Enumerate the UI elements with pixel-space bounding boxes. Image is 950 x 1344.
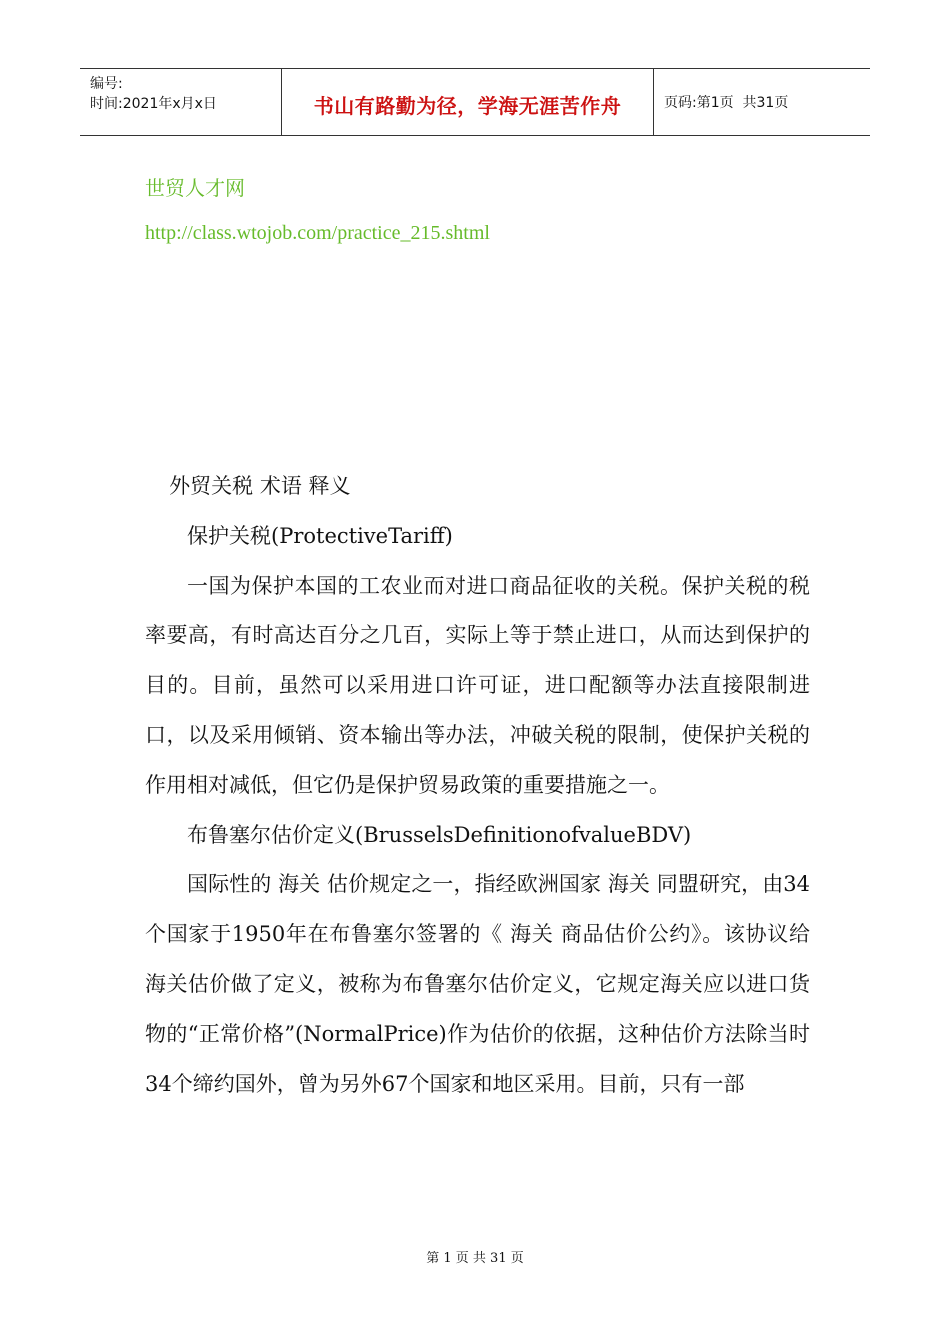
term-body-protective-tariff: 一国为保护本国的工农业而对进口商品征收的关税。保护关税的税率要高，有时高达百分之几百，实际上等于禁止进口，从而达到保护的目的。目前，虽然可以采用进口许可证，进口配额等办法直接限制进口，以及采用倾销、资本输出等办法，冲破关税的限制，使保护关税的作用相对减低，但它仍是保护贸易政策的重要措施之一。 [145, 573, 810, 797]
header-page-cell [654, 69, 870, 135]
term-body-brussels-definition: 国际性的 海关 估价规定之一，指经欧洲国家 海关 同盟研究，由34个国家于1950年在布鲁塞尔签署的《 海关 商品估价公约》。该协议给海关估价做了定义，被称为布鲁塞尔估价定义，它规定海关应以进口货物的“正常价格”(NormalPrice)作为估价的依据，这种估价方法除当时34个缔约国外，曾为另外67个国家和地区采用。目前，只有一部 [145, 872, 810, 1096]
document-number-label: 编号: [90, 76, 123, 92]
document-time-label: 时间:2021年x月x日 [90, 96, 217, 112]
section-title: 外贸关税 术语 释义 [169, 474, 351, 498]
term-title-protective-tariff: 保护关税(ProtectiveTariff) [187, 523, 453, 548]
page-header [80, 68, 870, 136]
page-footer [0, 1247, 950, 1266]
brand-name: 世贸人才网 [145, 176, 245, 200]
header-motto: 书山有路勤为径，学海无涯苦作舟 [313, 93, 622, 118]
header-meta-cell [80, 69, 282, 135]
header-page-info: 页码:第1页 共31页 [664, 95, 789, 111]
header-motto-cell [282, 69, 654, 135]
document-body [145, 462, 810, 1109]
footer-page-number: 第 1 页 共 31 页 [426, 1251, 524, 1266]
term-title-brussels-definition: 布鲁塞尔估价定义(BrusselsDefinitionofvalueBDV) [187, 822, 692, 847]
brand-url[interactable]: http://class.wtojob.com/practice_215.shtml [145, 222, 490, 244]
